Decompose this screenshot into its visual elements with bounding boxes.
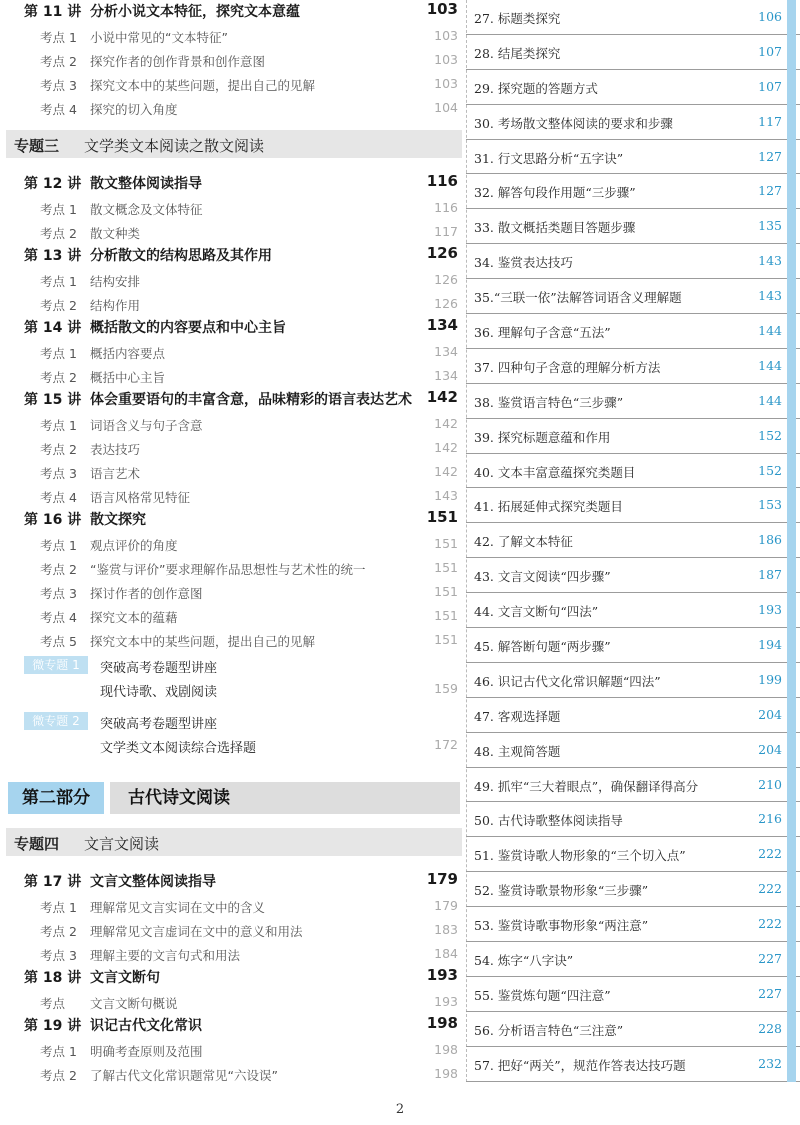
exam-point-row <box>0 1038 462 1062</box>
exam-point-label: 考点 2 <box>40 370 77 385</box>
exam-point-title: 小说中常见的“文本特征” <box>90 30 228 45</box>
exam-point-label: 考点 2 <box>40 298 77 313</box>
exam-point-title: 探究文本的蕴藉 <box>90 610 178 625</box>
exam-point-label: 考点 3 <box>40 948 77 963</box>
method-title: 42. 了解文本特征 <box>474 534 573 550</box>
page-number: 2 <box>395 1102 405 1117</box>
exam-point-row <box>0 532 462 556</box>
lecture-number: 第 19 讲 <box>24 1018 82 1034</box>
exam-point-label: 考点 3 <box>40 466 77 481</box>
exam-point-label: 考点 2 <box>40 226 77 241</box>
lecture-page: 193 <box>426 966 458 984</box>
exam-point-label: 考点 1 <box>40 346 77 361</box>
exam-point-row <box>0 628 462 652</box>
exam-point-title: 词语含义与句子含意 <box>90 418 203 433</box>
exam-point-title: 结构安排 <box>90 274 141 289</box>
exam-point-page: 151 <box>434 536 458 551</box>
lecture-title: 分析小说文本特征，探究文本意蕴 <box>90 4 300 20</box>
exam-point-row <box>0 340 462 364</box>
lecture-page: 126 <box>426 244 458 262</box>
exam-point-page: 151 <box>434 560 458 575</box>
micro-topic-tag: 微专题 2 <box>24 712 88 730</box>
exam-point-page: 104 <box>434 100 458 115</box>
method-item <box>466 663 800 698</box>
method-title: 29. 探究题的答题方式 <box>474 80 598 96</box>
exam-point-label: 考点 1 <box>40 900 77 915</box>
method-title: 51. 鉴赏诗歌人物形象的“三个切入点” <box>474 848 686 864</box>
method-page: 153 <box>758 497 782 513</box>
method-item <box>466 384 800 419</box>
lecture-title: 文言文断句 <box>90 970 160 986</box>
exam-point-row <box>0 1062 462 1086</box>
topic-label: 专题三 <box>14 137 60 155</box>
exam-point-page: 184 <box>434 946 458 961</box>
micro-topic <box>0 712 462 764</box>
method-item <box>466 105 800 140</box>
lecture-title: 散文整体阅读指导 <box>90 176 202 192</box>
exam-point-page: 126 <box>434 296 458 311</box>
lecture-row <box>0 388 462 412</box>
lecture-row <box>0 244 462 268</box>
method-item <box>466 558 800 593</box>
exam-point-title: 语言艺术 <box>90 466 141 481</box>
method-page: 143 <box>758 253 782 269</box>
method-title: 47. 客观选择题 <box>474 708 561 724</box>
exam-point-label: 考点 2 <box>40 54 77 69</box>
exam-point-label: 考点 3 <box>40 586 77 601</box>
exam-point-page: 134 <box>434 368 458 383</box>
exam-point-title: 语言风格常见特征 <box>90 490 191 505</box>
exam-point-title: 了解古代文化常识题常见“六设误” <box>90 1068 278 1083</box>
exam-point-label: 考点 1 <box>40 538 77 553</box>
method-page: 152 <box>758 462 782 478</box>
exam-point-page: 103 <box>434 76 458 91</box>
method-item <box>466 419 800 454</box>
exam-point-page: 143 <box>434 488 458 503</box>
lecture-page: 142 <box>426 388 458 406</box>
exam-point-title: 散文种类 <box>90 226 141 241</box>
exam-point-label: 考点 2 <box>40 1068 77 1083</box>
exam-point-row <box>0 220 462 244</box>
exam-point-title: 探究作者的创作背景和创作意图 <box>90 54 266 69</box>
method-title: 40. 文本丰富意蕴探究类题目 <box>474 464 636 480</box>
topic-title: 文言文阅读 <box>84 835 160 853</box>
exam-point-label: 考点 5 <box>40 634 77 649</box>
method-item <box>466 174 800 209</box>
exam-point-row <box>0 24 462 48</box>
micro-topic <box>0 656 462 708</box>
lecture-title: 分析散文的结构思路及其作用 <box>90 248 272 264</box>
lecture-number: 第 17 讲 <box>24 874 82 890</box>
lecture-number: 第 11 讲 <box>24 4 82 20</box>
lecture-page: 151 <box>426 508 458 526</box>
method-item <box>466 454 800 489</box>
micro-topic-page: 159 <box>434 681 458 696</box>
exam-point-label: 考点 2 <box>40 562 77 577</box>
exam-point-title: 理解常见文言实词在文中的含义 <box>90 900 266 915</box>
exam-point-row <box>0 268 462 292</box>
method-item <box>466 0 800 35</box>
method-title: 28. 结尾类探究 <box>474 45 561 61</box>
method-page: 187 <box>758 567 782 583</box>
method-page: 107 <box>758 78 782 94</box>
method-title: 36. 理解句子含意“五法” <box>474 325 611 341</box>
lecture-row <box>0 1014 462 1038</box>
method-item <box>466 698 800 733</box>
method-title: 39. 探究标题意蕴和作用 <box>474 429 611 445</box>
micro-topic-heading: 突破高考卷题型讲座 <box>100 661 218 676</box>
exam-point-row <box>0 990 462 1014</box>
exam-point-page: 151 <box>434 584 458 599</box>
method-page: 193 <box>758 602 782 618</box>
method-title: 33. 散文概括类题目答题步骤 <box>474 220 636 236</box>
method-item <box>466 70 800 105</box>
method-item <box>466 837 800 872</box>
edge-color-bar <box>787 0 796 1082</box>
method-title: 50. 古代诗歌整体阅读指导 <box>474 813 623 829</box>
method-page: 143 <box>758 288 782 304</box>
method-page: 127 <box>758 183 782 199</box>
method-title: 45. 解答断句题“两步骤” <box>474 639 611 655</box>
method-item <box>466 942 800 977</box>
method-item <box>466 768 800 803</box>
exam-point-row <box>0 72 462 96</box>
lecture-title: 识记古代文化常识 <box>90 1018 202 1034</box>
method-page: 144 <box>758 323 782 339</box>
method-page: 222 <box>758 846 782 862</box>
method-title: 52. 鉴赏诗歌景物形象“三步骤” <box>474 883 649 899</box>
exam-point-title: 文言文断句概说 <box>90 996 178 1011</box>
topic-header <box>6 828 462 856</box>
exam-point-page: 151 <box>434 608 458 623</box>
lecture-row <box>0 870 462 894</box>
exam-point-page: 193 <box>434 994 458 1009</box>
method-item <box>466 488 800 523</box>
exam-point-title: 概括内容要点 <box>90 346 166 361</box>
method-item <box>466 1047 800 1082</box>
lecture-title: 概括散文的内容要点和中心主旨 <box>90 320 286 336</box>
method-title: 44. 文言文断句“四法” <box>474 604 599 620</box>
lecture-number: 第 18 讲 <box>24 970 82 986</box>
method-title: 46. 识记古代文化常识解题“四法” <box>474 673 661 689</box>
exam-point-page: 142 <box>434 416 458 431</box>
lecture-row <box>0 172 462 196</box>
lecture-number: 第 13 讲 <box>24 248 82 264</box>
exam-point-row <box>0 292 462 316</box>
method-item <box>466 349 800 384</box>
exam-point-title: 观点评价的角度 <box>90 538 178 553</box>
exam-point-row <box>0 436 462 460</box>
method-page: 210 <box>758 776 782 792</box>
topic-title: 文学类文本阅读之散文阅读 <box>84 137 265 155</box>
method-page: 127 <box>758 148 782 164</box>
exam-point-page: 151 <box>434 632 458 647</box>
exam-point-row <box>0 96 462 120</box>
exam-point-title: 结构作用 <box>90 298 141 313</box>
exam-point-page: 142 <box>434 440 458 455</box>
lecture-number: 第 12 讲 <box>24 176 82 192</box>
method-item <box>466 872 800 907</box>
exam-point-row <box>0 196 462 220</box>
method-title: 56. 分析语言特色“三注意” <box>474 1022 624 1038</box>
method-item <box>466 977 800 1012</box>
micro-topic-page: 172 <box>434 737 458 752</box>
method-title: 34. 鉴赏表达技巧 <box>474 255 573 271</box>
exam-point-row <box>0 580 462 604</box>
method-page: 204 <box>758 706 782 722</box>
lecture-row <box>0 508 462 532</box>
part-title: 古代诗文阅读 <box>110 782 460 814</box>
exam-point-title: 探究的切入角度 <box>90 102 178 117</box>
method-item <box>466 35 800 70</box>
method-title: 31. 行文思路分析“五字诀” <box>474 150 624 166</box>
exam-point-label: 考点 2 <box>40 924 77 939</box>
exam-point-title: 散文概念及文体特征 <box>90 202 203 217</box>
method-page: 204 <box>758 741 782 757</box>
method-title: 49. 抓牢“三大着眼点”，确保翻译得高分 <box>474 778 699 794</box>
method-title: 38. 鉴赏语言特色“三步骤” <box>474 394 624 410</box>
method-title: 54. 炼字“八字诀” <box>474 953 574 969</box>
exam-point-page: 116 <box>434 200 458 215</box>
micro-topic-heading: 突破高考卷题型讲座 <box>100 717 218 732</box>
exam-point-page: 198 <box>434 1066 458 1081</box>
exam-point-title: 理解主要的文言句式和用法 <box>90 948 241 963</box>
method-page: 107 <box>758 43 782 59</box>
method-item <box>466 733 800 768</box>
method-item <box>466 628 800 663</box>
exam-point-page: 179 <box>434 898 458 913</box>
lecture-page: 103 <box>426 0 458 18</box>
topic-label: 专题四 <box>14 835 60 853</box>
exam-point-row <box>0 460 462 484</box>
exam-point-label: 考点 1 <box>40 1044 77 1059</box>
exam-point-page: 117 <box>434 224 458 239</box>
method-page: 135 <box>758 218 782 234</box>
method-title: 32. 解答句段作用题“三步骤” <box>474 185 636 201</box>
exam-point-row <box>0 484 462 508</box>
method-page: 144 <box>758 392 782 408</box>
lecture-page: 179 <box>426 870 458 888</box>
lecture-page: 198 <box>426 1014 458 1032</box>
exam-point-title: “鉴赏与评价”要求理解作品思想性与艺术性的统一 <box>90 562 366 577</box>
topic-header <box>6 130 462 158</box>
exam-point-title: 探究文本中的某些问题，提出自己的见解 <box>90 78 316 93</box>
method-item <box>466 593 800 628</box>
exam-point-row <box>0 942 462 966</box>
part-header <box>8 782 462 814</box>
micro-topic-subtitle: 现代诗歌、戏剧阅读 <box>100 685 218 700</box>
method-page: 106 <box>758 9 782 24</box>
exam-point-page: 134 <box>434 344 458 359</box>
exam-point-row <box>0 894 462 918</box>
method-page: 227 <box>758 951 782 967</box>
exam-point-title: 明确考查原则及范围 <box>90 1044 203 1059</box>
lecture-number: 第 14 讲 <box>24 320 82 336</box>
method-item <box>466 244 800 279</box>
lecture-row <box>0 316 462 340</box>
exam-point-row <box>0 412 462 436</box>
exam-point-page: 103 <box>434 52 458 67</box>
method-title: 41. 拓展延伸式探究类题目 <box>474 499 623 515</box>
exam-point-row <box>0 918 462 942</box>
method-title: 43. 文言文阅读“四步骤” <box>474 569 611 585</box>
part-label: 第二部分 <box>8 782 104 814</box>
exam-point-page: 126 <box>434 272 458 287</box>
exam-point-title: 理解常见文言虚词在文中的意义和用法 <box>90 924 303 939</box>
method-page: 216 <box>758 811 782 827</box>
method-page: 228 <box>758 1020 782 1036</box>
method-title: 53. 鉴赏诗歌事物形象“两注意” <box>474 918 649 934</box>
method-item <box>466 802 800 837</box>
method-title: 27. 标题类探究 <box>474 11 561 26</box>
lecture-number: 第 15 讲 <box>24 392 82 408</box>
exam-point-label: 考点 4 <box>40 610 77 625</box>
lecture-row <box>0 966 462 990</box>
lecture-number: 第 16 讲 <box>24 512 82 528</box>
method-page: 199 <box>758 671 782 687</box>
right-column <box>466 0 800 1082</box>
method-item <box>466 140 800 175</box>
exam-point-label: 考点 1 <box>40 202 77 217</box>
micro-topic-subtitle: 文学类文本阅读综合选择题 <box>100 741 257 756</box>
lecture-title: 文言文整体阅读指导 <box>90 874 216 890</box>
exam-point-row <box>0 604 462 628</box>
lecture-page: 134 <box>426 316 458 334</box>
exam-point-title: 概括中心主旨 <box>90 370 166 385</box>
exam-point-label: 考点 <box>40 996 66 1011</box>
method-title: 37. 四种句子含意的理解分析方法 <box>474 359 661 375</box>
exam-point-page: 183 <box>434 922 458 937</box>
method-page: 222 <box>758 881 782 897</box>
lecture-title: 体会重要语句的丰富含意，品味精彩的语言表达艺术 <box>90 392 412 408</box>
method-page: 222 <box>758 916 782 932</box>
micro-topic-tag: 微专题 1 <box>24 656 88 674</box>
exam-point-page: 142 <box>434 464 458 479</box>
exam-point-label: 考点 1 <box>40 30 77 45</box>
lecture-page: 116 <box>426 172 458 190</box>
method-title: 55. 鉴赏炼句题“四注意” <box>474 987 611 1003</box>
exam-point-title: 探讨作者的创作意图 <box>90 586 203 601</box>
exam-point-row <box>0 556 462 580</box>
method-item <box>466 1012 800 1047</box>
method-page: 232 <box>758 1055 782 1071</box>
method-page: 227 <box>758 985 782 1001</box>
method-title: 48. 主观简答题 <box>474 743 561 759</box>
exam-point-label: 考点 1 <box>40 274 77 289</box>
exam-point-row <box>0 48 462 72</box>
exam-point-label: 考点 2 <box>40 442 77 457</box>
exam-point-page: 198 <box>434 1042 458 1057</box>
method-item <box>466 314 800 349</box>
exam-point-label: 考点 4 <box>40 490 77 505</box>
method-page: 144 <box>758 357 782 373</box>
exam-point-label: 考点 4 <box>40 102 77 117</box>
method-item <box>466 209 800 244</box>
lecture-title: 散文探究 <box>90 512 146 528</box>
method-page: 152 <box>758 427 782 443</box>
exam-point-page: 103 <box>434 28 458 43</box>
exam-point-title: 探究文本中的某些问题，提出自己的见解 <box>90 634 316 649</box>
method-item <box>466 279 800 314</box>
method-item <box>466 523 800 558</box>
method-title: 30. 考场散文整体阅读的要求和步骤 <box>474 115 673 131</box>
lecture-row <box>0 0 462 24</box>
method-item <box>466 907 800 942</box>
method-page: 186 <box>758 532 782 548</box>
exam-point-label: 考点 3 <box>40 78 77 93</box>
exam-point-row <box>0 364 462 388</box>
method-title: 35.“三联一依”法解答词语含义理解题 <box>474 290 682 306</box>
method-page: 117 <box>758 113 782 129</box>
exam-point-title: 表达技巧 <box>90 442 141 457</box>
exam-point-label: 考点 1 <box>40 418 77 433</box>
method-page: 194 <box>758 637 782 653</box>
method-title: 57. 把好“两关”，规范作答表达技巧题 <box>474 1057 686 1073</box>
